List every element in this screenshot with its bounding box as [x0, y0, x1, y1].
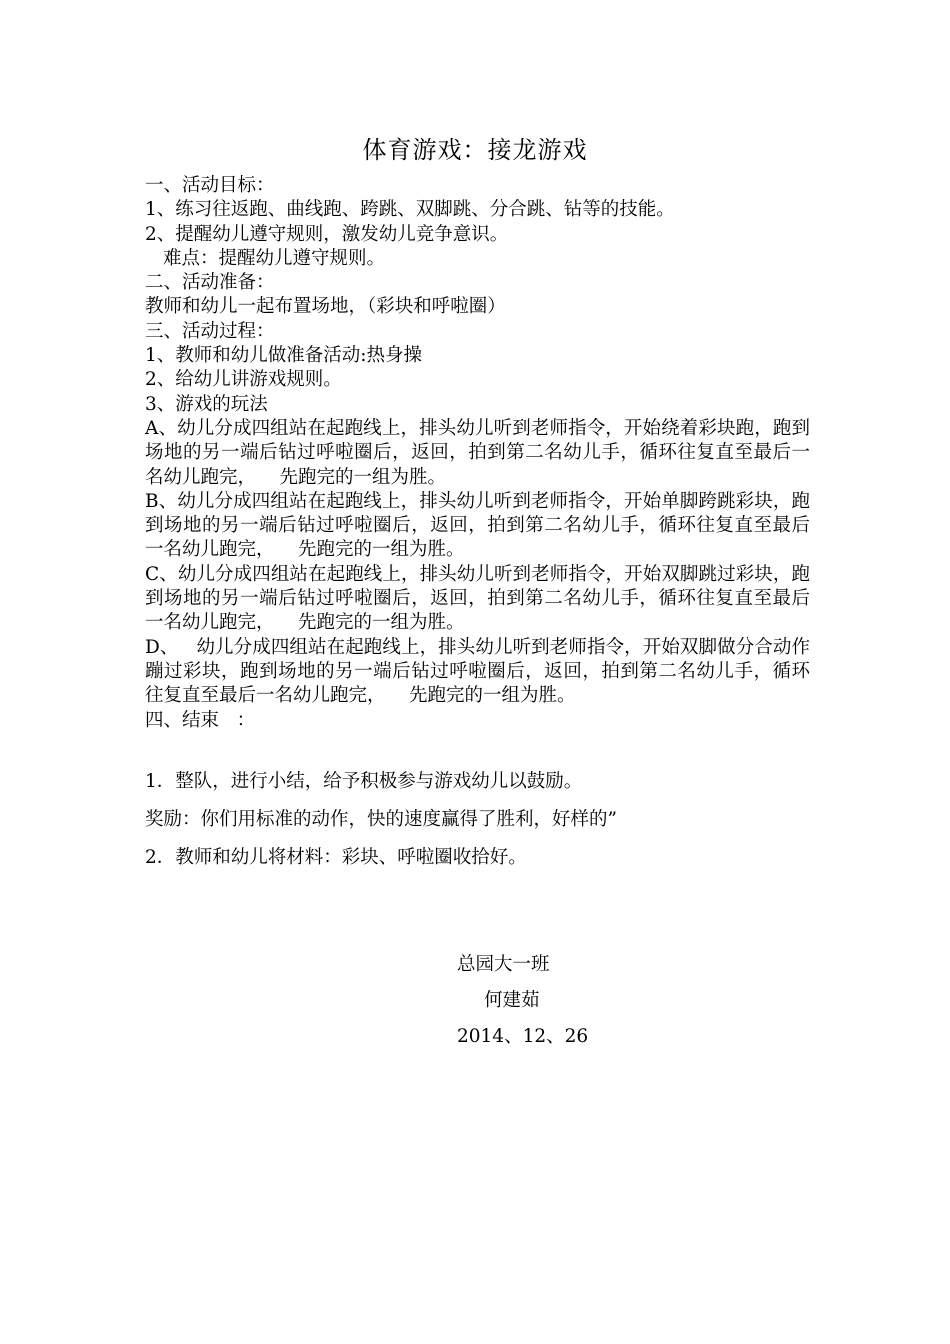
closing-item-2: 2．教师和幼儿将材料：彩块、呼啦圈收拾好。 — [145, 847, 527, 868]
process-item-2: 2、给幼儿讲游戏规则。 — [145, 369, 342, 391]
signature-class: 总园大一班 — [457, 954, 550, 975]
difficulty-note: 难点：提醒幼儿遵守规则。 — [163, 247, 386, 269]
preparation-text: 教师和幼儿一起布置场地，（彩块和呼啦圈） — [145, 296, 506, 318]
process-item-1: 1、教师和幼儿做准备活动:热身操 — [145, 345, 423, 367]
game-variant-d: D、 幼儿分成四组站在起跑线上，排头幼儿听到老师指令，开始双脚做分合动作蹦过彩块，跑到场地的另一端后钻过呼啦圈后，返回，拍到第二名幼儿手，循环往复直至最后一名幼儿跑完， 先跑完的一组为胜。 — [145, 636, 810, 707]
game-variant-c: C、幼儿分成四组站在起跑线上，排头幼儿听到老师指令，开始双脚跳过彩块，跑到场地的另一端后钻过呼啦圈后，返回，拍到第二名幼儿手，循环往复直至最后一名幼儿跑完， 先跑完的一组为胜。 — [145, 563, 810, 634]
closing-item-1: 1．整队，进行小结，给予积极参与游戏幼儿以鼓励。 — [145, 771, 583, 792]
section-heading-process: 三、活动过程： — [145, 320, 275, 342]
section-heading-preparation: 二、活动准备： — [145, 272, 275, 294]
signature-author: 何建茹 — [484, 990, 540, 1011]
game-variant-a: A、幼儿分成四组站在起跑线上，排头幼儿听到老师指令，开始绕着彩块跑，跑到场地的另一端后钻过呼啦圈后，返回，拍到第二名幼儿手，循环往复直至最后一名幼儿跑完， 先跑完的一组为胜。 — [145, 417, 810, 488]
goal-item-2: 2、提醒幼儿遵守规则，激发幼儿竞争意识。 — [145, 223, 509, 245]
signature-date: 2014、12、26 — [457, 1026, 589, 1047]
section-heading-goals: 一、活动目标： — [145, 175, 275, 196]
process-item-3: 3、游戏的玩法 — [145, 393, 268, 415]
section-heading-end: 四、结束 ： — [145, 709, 256, 731]
game-variant-b: B、幼儿分成四组站在起跑线上，排头幼儿听到老师指令，开始单脚跨跳彩块，跑到场地的另一端后钻过呼啦圈后，返回，拍到第二名幼儿手，循环往复直至最后一名幼儿跑完， 先跑完的一组为胜。 — [145, 490, 810, 561]
closing-reward: 奖励：你们用标准的动作，快的速度赢得了胜利，好样的” — [145, 809, 617, 830]
document-title: 体育游戏：接龙游戏 — [362, 136, 588, 164]
goal-item-1: 1、练习往返跑、曲线跑、跨跳、双脚跳、分合跳、钻等的技能。 — [145, 199, 675, 221]
document-body — [145, 174, 810, 733]
